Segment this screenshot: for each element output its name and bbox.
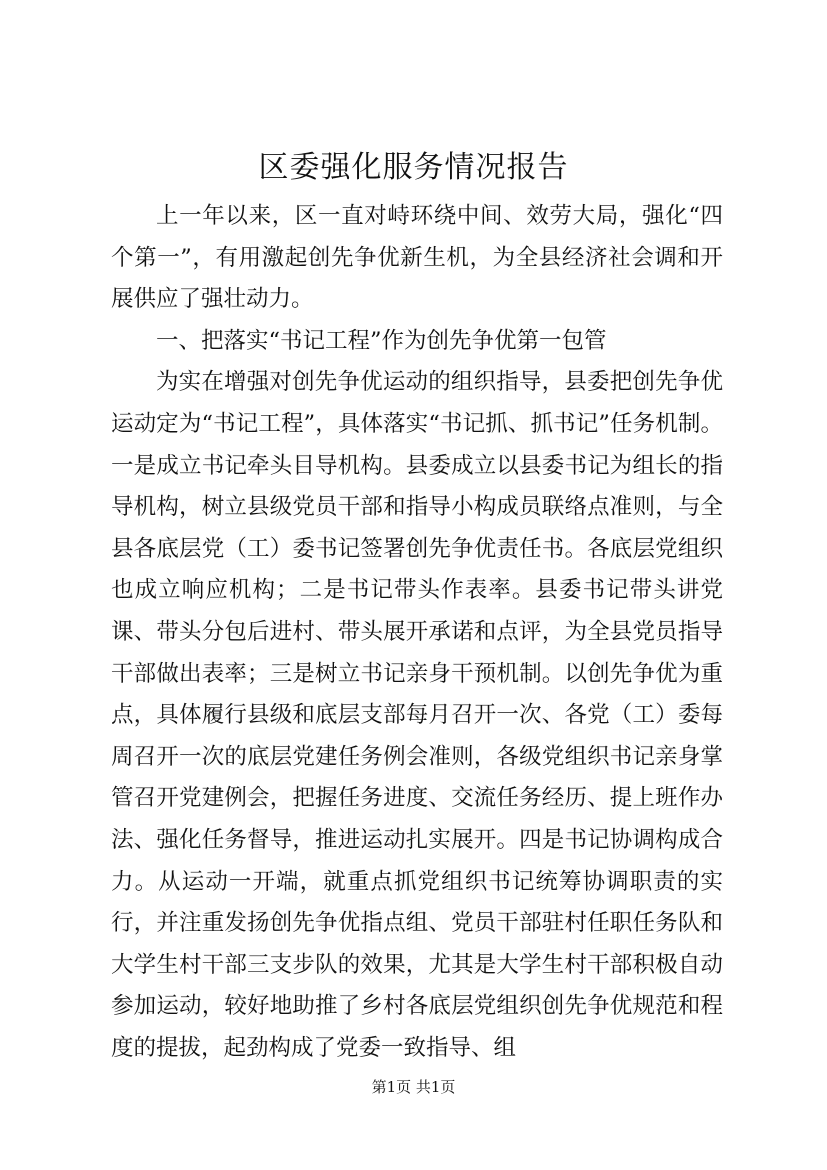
paragraph-intro: 上一年以来，区一直对峙环绕中间、效劳大局，强化“四个第一”，有用激起创先争优新生机，为全县经济社会调和开展供应了强壮动力。 <box>111 203 723 313</box>
document-body <box>111 196 723 1069</box>
page-footer: 第1页 共1页 <box>371 1078 456 1096</box>
document-title: 区委强化服务情况报告 <box>258 150 569 185</box>
section-heading-1: 一、把落实“书记工程”作为创先争优第一包管 <box>156 327 607 354</box>
paragraph-section-1: 为实在增强对创先争优运动的组织指导，县委把创先争优运动定为“书记工程”，具体落实“书记抓、抓书记”任务机制。一是成立书记牵头目导机构。县委成立以县委书记为组长的指导机构，树立县级党员干部和指导小构成员联络点准则，与全县各底层党（工）委书记签署创先争优责任书。各底层党组织也成立响应机构；二是书记带头作表率。县委书记带头讲党课、带头分包后进村、带头展开承诺和点评，为全县党员指导干部做出表率；三是树立书记亲身干预机制。以创先争优为重点，具体履行县级和底层支部每月召开一次、各党（工）委每周召开一次的底层党建任务例会准则，各级党组织书记亲身掌管召开党建例会，把握任务进度、交流任务经历、提上班作办法、强化任务督导，推进运动扎实展开。四是书记协调构成合力。从运动一开端，就重点抓党组织书记统筹协调职责的实行，并注重发扬创先争优指点组、党员干部驻村任职任务队和大学生村干部三支步队的效果，尤其是大学生村干部积极自动参加运动，较好地助推了乡村各底层党组织创先争优规范和程度的提拔，起劲构成了党委一致指导、组 <box>111 369 723 1061</box>
